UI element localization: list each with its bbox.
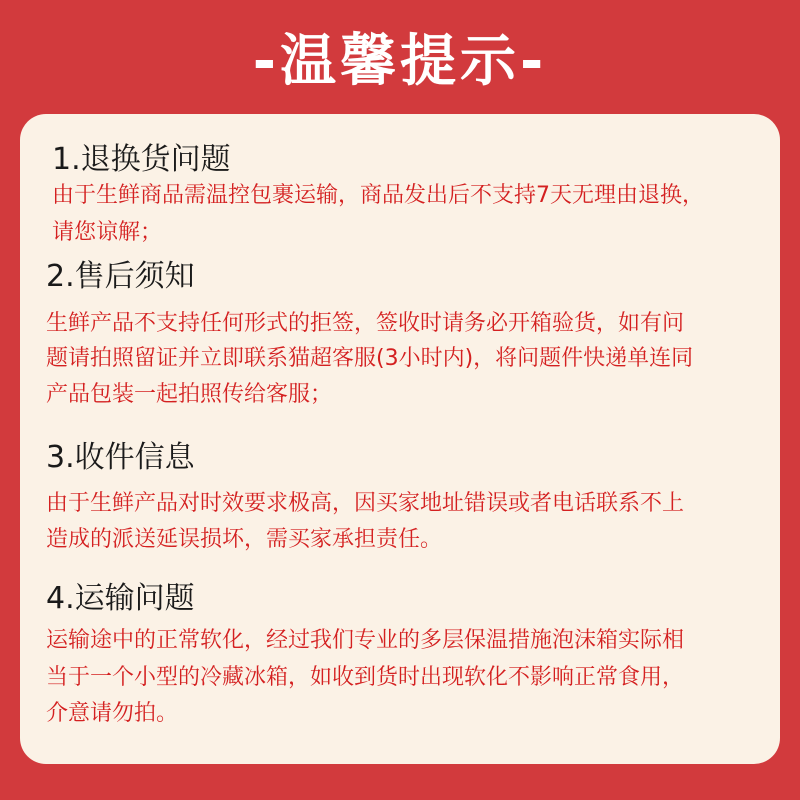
section-4-line-1: 运输途中的正常软化，经过我们专业的多层保温措施泡沫箱实际相 [46, 628, 685, 653]
page-title: -温馨提示- [252, 29, 548, 94]
section-4-line-3: 介意请勿拍。 [46, 701, 179, 726]
section-3-heading: 3.收件信息 [46, 440, 195, 475]
section-2-line-3: 产品包装一起拍照传给客服； [46, 382, 333, 407]
section-1-heading: 1.退换货问题 [52, 142, 231, 177]
section-4-heading: 4.运输问题 [46, 581, 195, 616]
section-2-line-1: 生鲜产品不支持任何形式的拒签，签收时请务必开箱验货，如有问 [46, 311, 685, 336]
notice-card [20, 114, 780, 764]
section-3-line-1: 由于生鲜产品对时效要求极高，因买家地址错误或者电话联系不上 [46, 491, 685, 516]
section-2-heading: 2.售后须知 [46, 259, 195, 294]
section-4-line-2: 当于一个小型的冷藏冰箱，如收到货时出现软化不影响正常食用， [46, 665, 685, 690]
section-1-line-1: 由于生鲜商品需温控包裹运输，商品发出后不支持7天无理由退换， [52, 183, 704, 208]
section-3-line-2: 造成的派送延误损坏，需买家承担责任。 [46, 527, 443, 552]
section-1-line-2: 请您谅解； [52, 220, 163, 245]
section-2-line-2: 题请拍照留证并立即联系猫超客服(3小时内)，将问题件快递单连同 [46, 346, 694, 371]
